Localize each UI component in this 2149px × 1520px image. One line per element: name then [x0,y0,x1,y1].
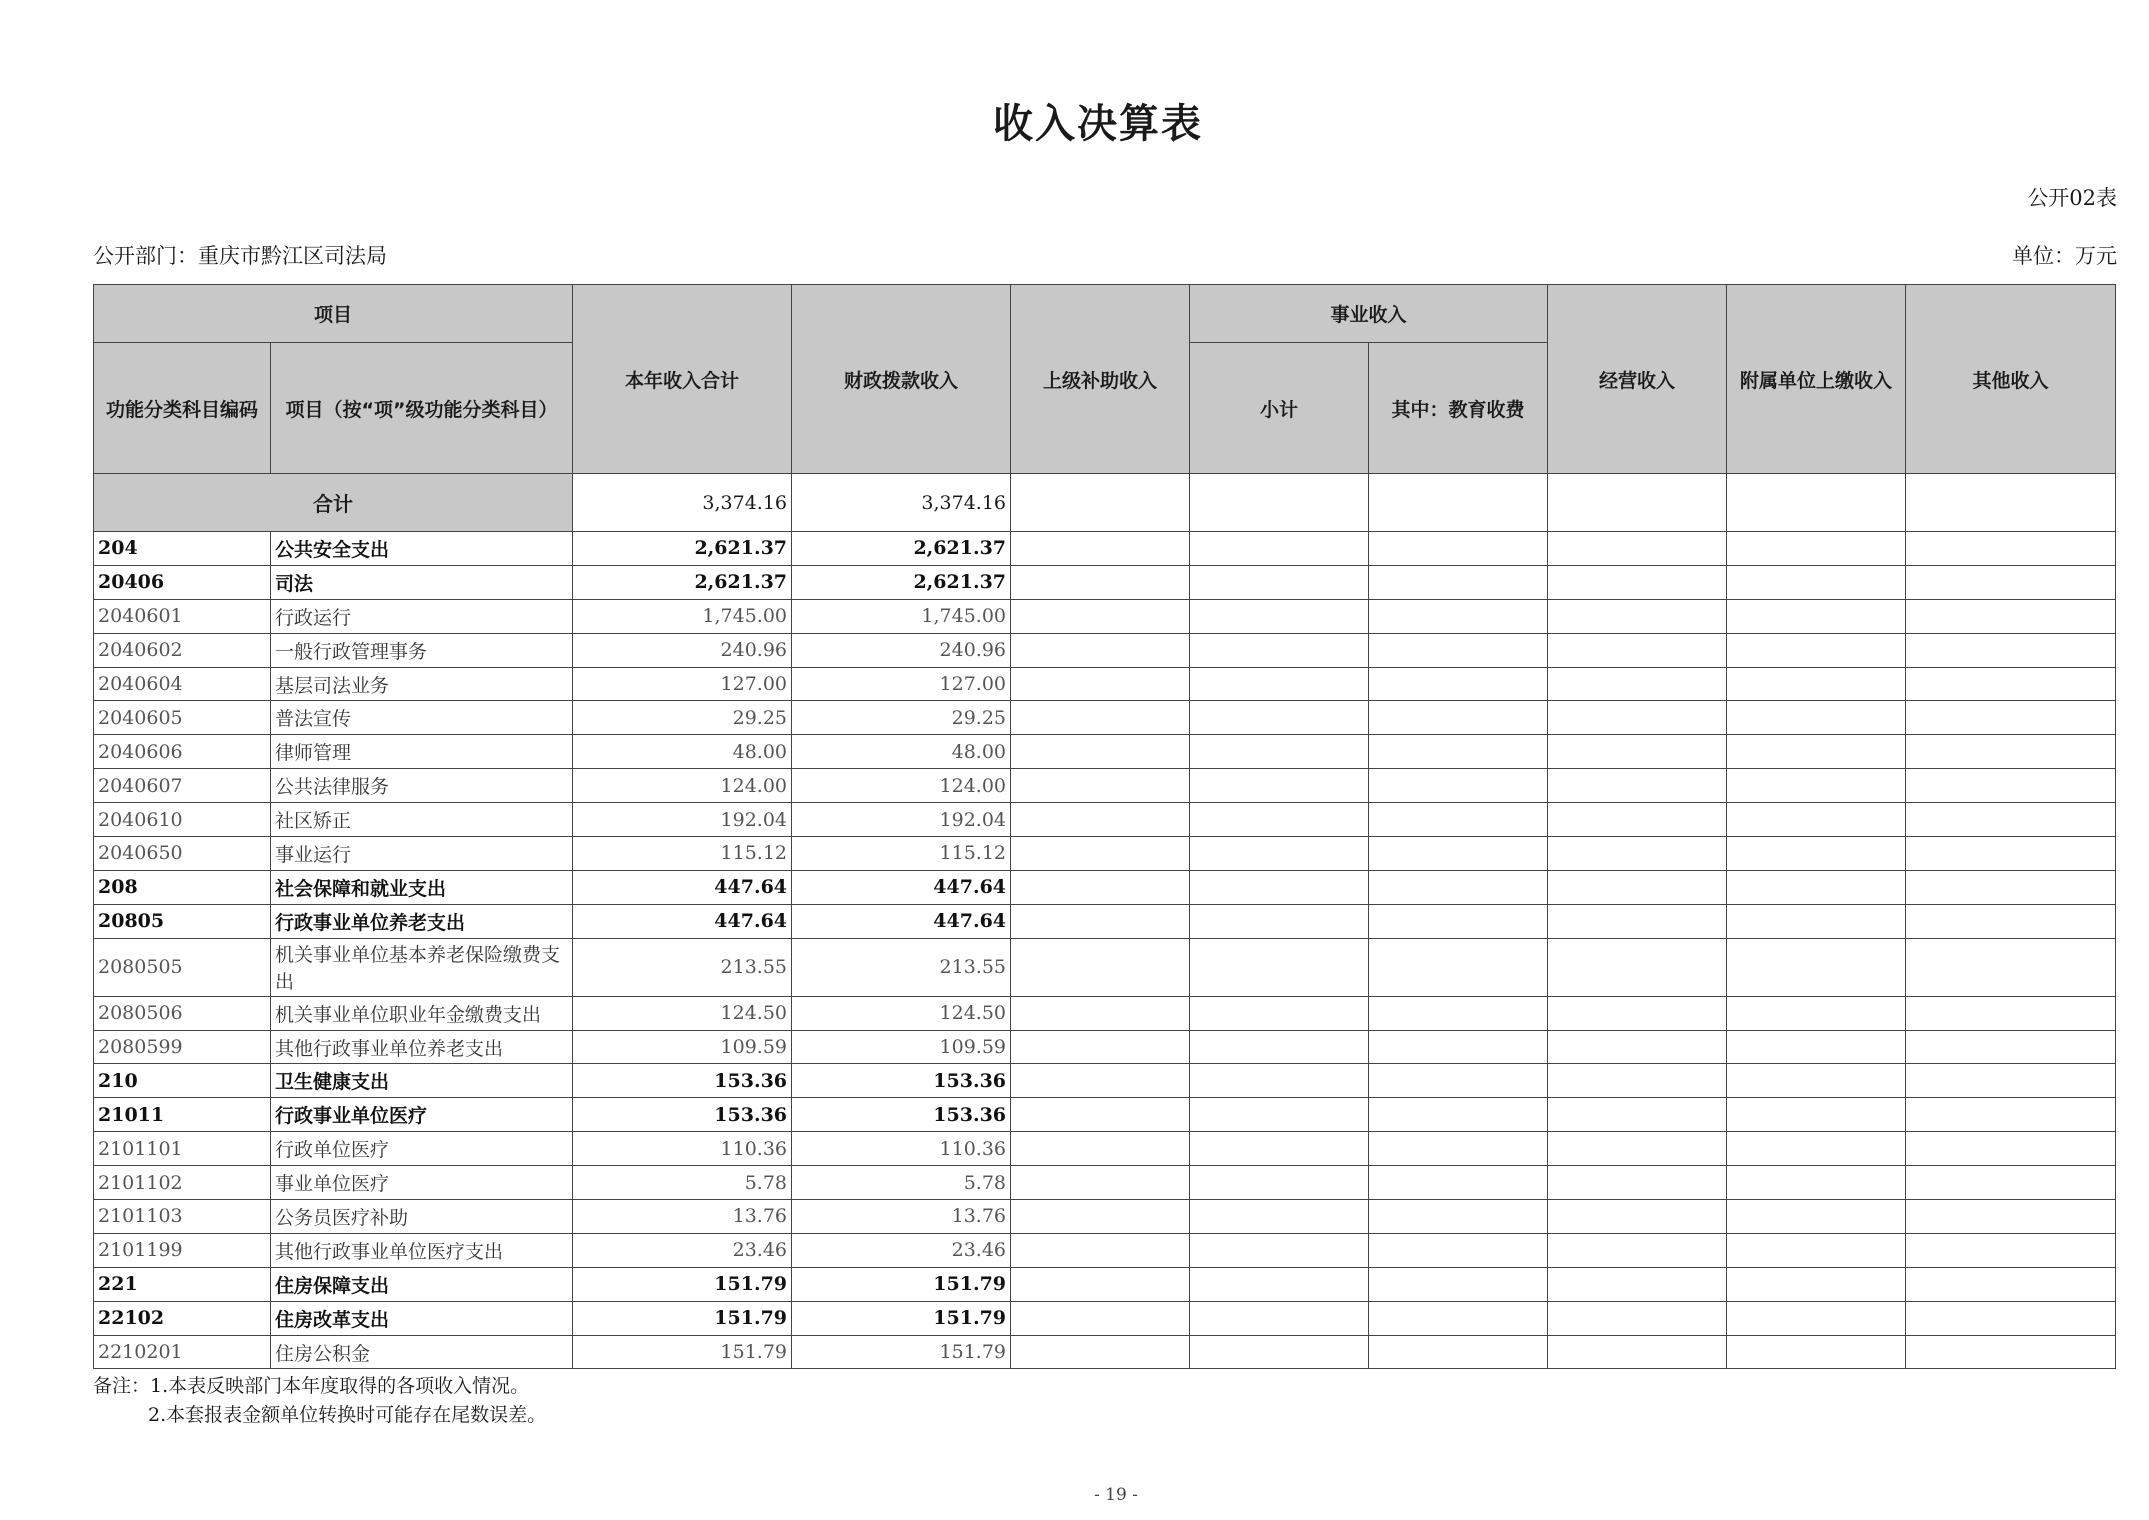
empty-cell [1011,1064,1190,1098]
row-fiscal-income: 48.00 [792,735,1011,769]
row-total-income: 127.00 [573,667,792,701]
row-fiscal-income: 192.04 [792,803,1011,837]
empty-cell [1011,1233,1190,1267]
table-number: 公开02表 [2027,186,2117,210]
header-superior-subsidy: 上级补助收入 [1011,285,1190,474]
empty-cell [1906,1335,2116,1369]
row-fiscal-income: 5.78 [792,1166,1011,1200]
row-fiscal-income: 2,621.37 [792,565,1011,599]
row-fiscal-income: 124.00 [792,769,1011,803]
row-fiscal-income: 151.79 [792,1335,1011,1369]
empty-cell [1906,599,2116,633]
empty-cell [1727,1132,1906,1166]
table-row [94,803,2116,837]
empty-cell [1190,735,1369,769]
empty-cell [1906,1301,2116,1335]
row-code: 2080599 [94,1030,271,1064]
row-fiscal-income: 29.25 [792,701,1011,735]
row-item-name: 公务员医疗补助 [271,1200,573,1234]
row-total-income: 153.36 [573,1098,792,1132]
empty-cell [1727,837,1906,871]
empty-cell [1548,532,1727,566]
empty-cell [1727,904,1906,938]
total-fiscal-value: 3,374.16 [792,474,1011,532]
table-row [94,996,2116,1030]
empty-cell [1011,996,1190,1030]
empty-cell [1369,1233,1548,1267]
row-total-income: 192.04 [573,803,792,837]
empty-cell [1548,938,1727,996]
table-row [94,599,2116,633]
row-code: 2101199 [94,1233,271,1267]
empty-cell [1727,938,1906,996]
empty-cell [1548,735,1727,769]
empty-cell [1190,1267,1369,1301]
empty-cell [1369,532,1548,566]
empty-cell [1727,701,1906,735]
empty-cell [1190,803,1369,837]
empty-cell [1011,667,1190,701]
empty-cell [1906,565,2116,599]
row-fiscal-income: 13.76 [792,1200,1011,1234]
row-total-income: 240.96 [573,633,792,667]
table-row [94,735,2116,769]
empty-cell [1548,837,1727,871]
empty-cell [1369,1267,1548,1301]
empty-cell [1369,599,1548,633]
empty-cell [1906,532,2116,566]
row-item-name: 事业单位医疗 [271,1166,573,1200]
table-row [94,1098,2116,1132]
income-final-accounts-table [93,284,2116,1369]
row-item-name: 住房改革支出 [271,1301,573,1335]
row-item-name: 机关事业单位职业年金缴费支出 [271,996,573,1030]
header-total-income: 本年收入合计 [573,285,792,474]
empty-cell [1906,735,2116,769]
empty-cell [1727,1200,1906,1234]
row-fiscal-income: 213.55 [792,938,1011,996]
unit-label: 单位：万元 [2012,244,2117,268]
row-code: 2040606 [94,735,271,769]
row-code: 2101103 [94,1200,271,1234]
empty-cell [1011,701,1190,735]
row-fiscal-income: 1,745.00 [792,599,1011,633]
empty-cell [1548,1233,1727,1267]
empty-cell [1548,769,1727,803]
row-item-name: 基层司法业务 [271,667,573,701]
empty-cell [1727,1267,1906,1301]
empty-cell [1906,1064,2116,1098]
header-affiliated-income: 附属单位上缴收入 [1727,285,1906,474]
row-code: 2040650 [94,837,271,871]
empty-cell [1011,532,1190,566]
table-row [94,1132,2116,1166]
empty-cell [1548,1301,1727,1335]
row-total-income: 124.50 [573,996,792,1030]
empty-cell [1548,1335,1727,1369]
empty-cell [1906,633,2116,667]
row-code: 210 [94,1064,271,1098]
empty-cell [1548,599,1727,633]
empty-cell [1906,1166,2116,1200]
empty-cell [1190,1166,1369,1200]
page-title: 收入决算表 [993,101,1203,147]
empty-cell [1369,565,1548,599]
empty-cell [1190,870,1369,904]
empty-cell [1548,803,1727,837]
empty-cell [1906,1233,2116,1267]
empty-cell [1011,769,1190,803]
empty-cell [1369,996,1548,1030]
row-item-name: 行政事业单位养老支出 [271,904,573,938]
empty-cell [1906,870,2116,904]
empty-cell [1011,474,1190,532]
table-row [94,769,2116,803]
empty-cell [1727,870,1906,904]
empty-cell [1906,938,2116,996]
row-fiscal-income: 151.79 [792,1267,1011,1301]
row-item-name: 事业运行 [271,837,573,871]
table-row [94,837,2116,871]
empty-cell [1727,1166,1906,1200]
empty-cell [1906,904,2116,938]
row-item-name: 公共安全支出 [271,532,573,566]
table-row [94,633,2116,667]
empty-cell [1369,701,1548,735]
row-total-income: 151.79 [573,1301,792,1335]
table-row [94,1301,2116,1335]
row-item-name: 卫生健康支出 [271,1064,573,1098]
empty-cell [1011,904,1190,938]
row-total-income: 109.59 [573,1030,792,1064]
row-fiscal-income: 153.36 [792,1064,1011,1098]
row-fiscal-income: 127.00 [792,667,1011,701]
empty-cell [1190,633,1369,667]
empty-cell [1190,667,1369,701]
header-other-income: 其他收入 [1906,285,2116,474]
row-item-name: 行政事业单位医疗 [271,1098,573,1132]
row-fiscal-income: 124.50 [792,996,1011,1030]
row-code: 2210201 [94,1335,271,1369]
empty-cell [1011,1301,1190,1335]
empty-cell [1369,803,1548,837]
table-row [94,1166,2116,1200]
empty-cell [1190,1132,1369,1166]
empty-cell [1190,1030,1369,1064]
row-item-name: 其他行政事业单位医疗支出 [271,1233,573,1267]
total-income-value: 3,374.16 [573,474,792,532]
row-code: 2080505 [94,938,271,996]
header-subtotal: 小计 [1190,343,1369,474]
empty-cell [1190,532,1369,566]
total-row [94,474,2116,532]
empty-cell [1727,1335,1906,1369]
empty-cell [1190,1335,1369,1369]
empty-cell [1369,904,1548,938]
header-operating-income: 经营收入 [1548,285,1727,474]
empty-cell [1369,938,1548,996]
row-code: 2040607 [94,769,271,803]
empty-cell [1190,474,1369,532]
table-row [94,1030,2116,1064]
empty-cell [1369,1098,1548,1132]
empty-cell [1011,870,1190,904]
row-code: 2040610 [94,803,271,837]
row-code: 20406 [94,565,271,599]
row-total-income: 115.12 [573,837,792,871]
row-item-name: 律师管理 [271,735,573,769]
empty-cell [1011,633,1190,667]
empty-cell [1190,599,1369,633]
empty-cell [1906,996,2116,1030]
row-item-name: 住房公积金 [271,1335,573,1369]
header-code: 功能分类科目编码 [94,343,271,474]
empty-cell [1548,633,1727,667]
empty-cell [1906,1098,2116,1132]
empty-cell [1190,1301,1369,1335]
total-label: 合计 [94,474,573,532]
empty-cell [1369,667,1548,701]
empty-cell [1011,1132,1190,1166]
empty-cell [1011,1166,1190,1200]
empty-cell [1369,633,1548,667]
row-fiscal-income: 23.46 [792,1233,1011,1267]
empty-cell [1011,735,1190,769]
empty-cell [1906,701,2116,735]
empty-cell [1011,1030,1190,1064]
row-code: 20805 [94,904,271,938]
empty-cell [1727,1233,1906,1267]
empty-cell [1906,474,2116,532]
table-row [94,938,2116,996]
row-code: 2040602 [94,633,271,667]
empty-cell [1190,1098,1369,1132]
notes [93,1372,546,1430]
empty-cell [1548,1030,1727,1064]
row-total-income: 13.76 [573,1200,792,1234]
table-row [94,904,2116,938]
empty-cell [1906,769,2116,803]
header-fiscal-income: 财政拨款收入 [792,285,1011,474]
row-item-name: 行政单位医疗 [271,1132,573,1166]
empty-cell [1727,1301,1906,1335]
table-row [94,1200,2116,1234]
empty-cell [1369,1335,1548,1369]
row-code: 2040601 [94,599,271,633]
empty-cell [1906,803,2116,837]
note-2: 2.本套报表金额单位转换时可能存在尾数误差。 [148,1404,547,1426]
empty-cell [1906,837,2116,871]
empty-cell [1369,1166,1548,1200]
empty-cell [1011,1267,1190,1301]
empty-cell [1190,837,1369,871]
empty-cell [1369,769,1548,803]
note-1: 备注：1.本表反映部门本年度取得的各项收入情况。 [93,1375,530,1397]
empty-cell [1011,837,1190,871]
empty-cell [1906,1030,2116,1064]
empty-cell [1369,1132,1548,1166]
empty-cell [1548,1132,1727,1166]
empty-cell [1190,769,1369,803]
row-total-income: 110.36 [573,1132,792,1166]
empty-cell [1011,938,1190,996]
empty-cell [1190,701,1369,735]
table-row [94,1267,2116,1301]
empty-cell [1727,474,1906,532]
row-code: 2101102 [94,1166,271,1200]
empty-cell [1190,1200,1369,1234]
empty-cell [1548,667,1727,701]
row-total-income: 5.78 [573,1166,792,1200]
empty-cell [1906,1267,2116,1301]
empty-cell [1369,735,1548,769]
empty-cell [1548,474,1727,532]
row-total-income: 213.55 [573,938,792,996]
row-item-name: 司法 [271,565,573,599]
row-item-name: 行政运行 [271,599,573,633]
row-item-name: 机关事业单位基本养老保险缴费支出 [271,938,573,996]
header-business-income: 事业收入 [1190,285,1548,343]
empty-cell [1548,870,1727,904]
empty-cell [1727,633,1906,667]
empty-cell [1727,996,1906,1030]
row-total-income: 447.64 [573,870,792,904]
table-row [94,1335,2116,1369]
header-item-name: 项目（按“项”级功能分类科目） [271,343,573,474]
row-fiscal-income: 110.36 [792,1132,1011,1166]
empty-cell [1727,1030,1906,1064]
row-total-income: 124.00 [573,769,792,803]
row-total-income: 48.00 [573,735,792,769]
empty-cell [1369,474,1548,532]
row-fiscal-income: 153.36 [792,1098,1011,1132]
row-code: 2040604 [94,667,271,701]
empty-cell [1548,996,1727,1030]
empty-cell [1369,837,1548,871]
table-row [94,565,2116,599]
row-fiscal-income: 447.64 [792,870,1011,904]
row-total-income: 2,621.37 [573,565,792,599]
empty-cell [1011,565,1190,599]
empty-cell [1190,565,1369,599]
empty-cell [1727,532,1906,566]
row-code: 2040605 [94,701,271,735]
empty-cell [1548,565,1727,599]
row-item-name: 普法宣传 [271,701,573,735]
row-code: 221 [94,1267,271,1301]
empty-cell [1190,996,1369,1030]
empty-cell [1906,1200,2116,1234]
row-item-name: 住房保障支出 [271,1267,573,1301]
empty-cell [1727,565,1906,599]
row-total-income: 23.46 [573,1233,792,1267]
row-item-name: 社会保障和就业支出 [271,870,573,904]
empty-cell [1011,1098,1190,1132]
row-total-income: 151.79 [573,1267,792,1301]
page-number: - 19 - [1094,1485,1138,1505]
row-code: 22102 [94,1301,271,1335]
empty-cell [1727,667,1906,701]
row-total-income: 2,621.37 [573,532,792,566]
empty-cell [1190,1233,1369,1267]
row-item-name: 一般行政管理事务 [271,633,573,667]
header-project: 项目 [94,285,573,343]
department-label: 公开部门：重庆市黔江区司法局 [93,244,387,268]
row-fiscal-income: 109.59 [792,1030,1011,1064]
empty-cell [1548,904,1727,938]
row-fiscal-income: 447.64 [792,904,1011,938]
row-fiscal-income: 240.96 [792,633,1011,667]
empty-cell [1011,803,1190,837]
table-row [94,870,2116,904]
empty-cell [1548,1064,1727,1098]
empty-cell [1548,1200,1727,1234]
row-total-income: 151.79 [573,1335,792,1369]
row-item-name: 公共法律服务 [271,769,573,803]
empty-cell [1548,1267,1727,1301]
empty-cell [1369,1064,1548,1098]
empty-cell [1727,1064,1906,1098]
row-total-income: 29.25 [573,701,792,735]
empty-cell [1011,1335,1190,1369]
empty-cell [1906,1132,2116,1166]
row-total-income: 153.36 [573,1064,792,1098]
row-code: 2080506 [94,996,271,1030]
row-code: 204 [94,532,271,566]
table-row [94,1233,2116,1267]
empty-cell [1727,735,1906,769]
row-code: 2101101 [94,1132,271,1166]
empty-cell [1011,599,1190,633]
row-item-name: 其他行政事业单位养老支出 [271,1030,573,1064]
header-education-fee: 其中：教育收费 [1369,343,1548,474]
table-row [94,701,2116,735]
empty-cell [1190,904,1369,938]
empty-cell [1369,1301,1548,1335]
row-total-income: 447.64 [573,904,792,938]
row-fiscal-income: 2,621.37 [792,532,1011,566]
empty-cell [1548,1098,1727,1132]
empty-cell [1190,938,1369,996]
row-code: 21011 [94,1098,271,1132]
table-row [94,532,2116,566]
row-total-income: 1,745.00 [573,599,792,633]
empty-cell [1727,769,1906,803]
row-item-name: 社区矫正 [271,803,573,837]
empty-cell [1011,1200,1190,1234]
empty-cell [1190,1064,1369,1098]
empty-cell [1906,667,2116,701]
row-code: 208 [94,870,271,904]
row-fiscal-income: 115.12 [792,837,1011,871]
empty-cell [1727,599,1906,633]
empty-cell [1369,1030,1548,1064]
empty-cell [1369,1200,1548,1234]
row-fiscal-income: 151.79 [792,1301,1011,1335]
empty-cell [1548,1166,1727,1200]
table-row [94,1064,2116,1098]
empty-cell [1727,1098,1906,1132]
empty-cell [1727,803,1906,837]
empty-cell [1369,870,1548,904]
empty-cell [1548,701,1727,735]
table-row [94,667,2116,701]
